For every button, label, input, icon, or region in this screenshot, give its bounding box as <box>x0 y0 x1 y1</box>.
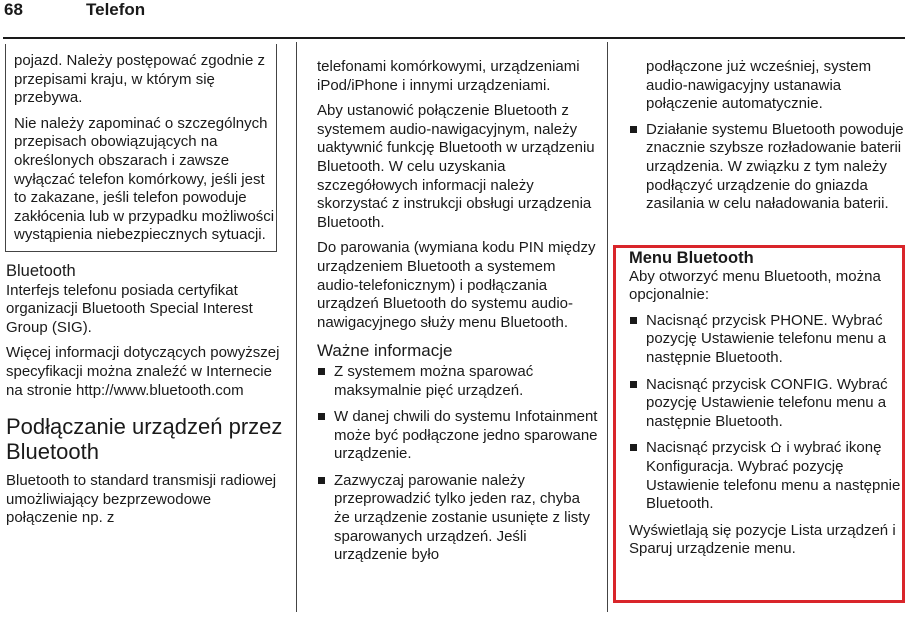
warning-paragraph-2: Nie należy zapominać o szczególnych przepisach obowiązujących na określonych obszarach i zawsze wyłączać telefon komórkowy, jeśli jest to zakazane, jeśli telefon powoduje zakłócenia lub w przypadku możliwości wystąpienia niebezpiecznych sytuacji. <box>14 114 275 244</box>
list-item: Zazwyczaj parowanie należy przeprowadzić tylko jeden raz, chyba że urządzenie zostanie usunięte z listy sparowanych urządzeń. Jeśli urządzenie było <box>317 472 599 565</box>
list-item: Z systemem można sparować maksymalnie pięć urządzeń. <box>317 363 599 400</box>
bullet-icon <box>318 477 325 484</box>
list-item: Nacisnąć przycisk CONFIG. Wybrać pozycję Ustawienie telefonu menu a następnie Bluetooth. <box>629 376 905 432</box>
warning-paragraph-1: pojazd. Należy postępować zgodnie z przepisami kraju, w którym się przebywa. <box>14 52 265 107</box>
column-3 <box>629 58 907 222</box>
important-heading: Ważne informacje <box>317 341 453 361</box>
bluetooth-heading: Bluetooth <box>6 261 76 280</box>
col2-paragraph-1: telefonami komórkowymi, urządzeniami iPod/iPhone i innymi urządzeniami. <box>317 58 580 94</box>
bullet-icon <box>630 381 637 388</box>
col3-list <box>629 121 907 214</box>
section-heading: Podłączanie urządzeń przez Bluetooth <box>6 414 283 465</box>
header-rule <box>3 37 905 39</box>
page-number: 68 <box>4 0 23 19</box>
column-2 <box>317 58 599 573</box>
bullet-icon <box>630 126 637 133</box>
important-list <box>317 363 599 565</box>
warning-box <box>5 44 277 252</box>
section-paragraph-1: Bluetooth to standard transmisji radiowej umożliwiający bezprzewodowe połączenie np. z <box>6 472 277 527</box>
list-item: Nacisnąć przycisk i wybrać ikonę Konfiguracja. Wybrać pozycję Ustawienie telefonu menu a następnie Bluetooth. <box>629 439 905 513</box>
menu-intro: Aby otworzyć menu Bluetooth, można opcjonalnie: <box>629 267 881 304</box>
list-item: W danej chwili do systemu Infotainment może być podłączone jedno sparowane urządzenie. <box>317 408 599 464</box>
bluetooth-paragraph-1: Interfejs telefonu posiada certyfikat organizacji Bluetooth Special Interest Group (SIG). <box>6 281 253 336</box>
column-divider-2 <box>607 42 608 612</box>
menu-bluetooth-section <box>629 249 905 566</box>
column-1 <box>6 44 286 535</box>
bullet-icon <box>630 444 637 451</box>
bluetooth-paragraph-2: Więcej informacji dotyczących powyższej specyfikacji można znaleźć w Internecie na stronie http://www.bluetooth.com <box>6 344 280 399</box>
list-item: Nacisnąć przycisk PHONE. Wybrać pozycję Ustawienie telefonu menu a następnie Bluetooth. <box>629 312 905 368</box>
column-divider-1 <box>296 42 297 612</box>
bullet-icon <box>630 317 637 324</box>
col2-paragraph-3: Do parowania (wymiana kodu PIN między urządzeniem Bluetooth a systemem audio-telefonicznym) i podłączania urządzeń Bluetooth do systemu audio-nawigacyjnego służy menu Bluetooth. <box>317 239 596 331</box>
bullet-icon <box>318 413 325 420</box>
col3-continuation: podłączone już wcześniej, system audio-nawigacyjny ustanawia połączenie automatycznie. <box>646 58 872 113</box>
home-icon <box>770 441 782 453</box>
col2-paragraph-2: Aby ustanowić połączenie Bluetooth z systemem audio-nawigacyjnym, należy uaktywnić funkcję Bluetooth w urządzeniu Bluetooth. W celu uzyskania szczegółowych informacji należy skorzystać z instrukcji obsługi urządzenia Bluetooth. <box>317 102 595 231</box>
section-title: Telefon <box>86 0 146 19</box>
menu-options-list <box>629 312 905 514</box>
bullet-icon <box>318 368 325 375</box>
menu-bluetooth-heading: Menu Bluetooth <box>629 249 754 267</box>
list-item: Działanie systemu Bluetooth powoduje znacznie szybsze rozładowanie baterii urządzenia. W związku z tym należy podłączyć urządzenie do gniazda zasilania w celu naładowania baterii. <box>629 121 907 214</box>
menu-outro: Wyświetlają się pozycje Lista urządzeń i Sparuj urządzenie menu. <box>629 521 896 558</box>
